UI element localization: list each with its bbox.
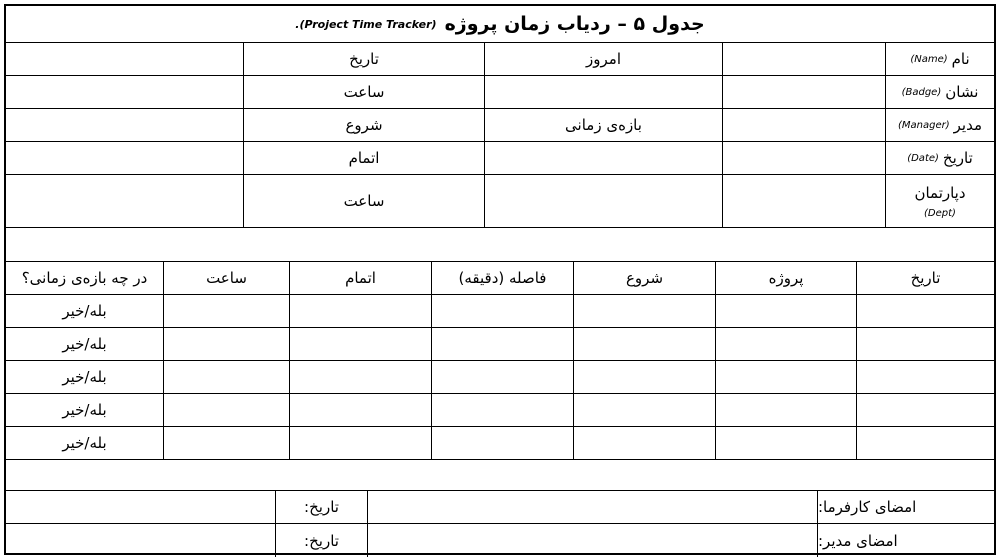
date-cell[interactable] xyxy=(857,295,994,327)
title-en: (Project Time Tracker). xyxy=(295,17,437,31)
title-fa: جدول ۵ – ردیاب زمان پروژه xyxy=(444,13,705,35)
employer-date-field[interactable] xyxy=(6,491,276,523)
info-row-manager xyxy=(6,108,994,141)
period-value-2[interactable] xyxy=(485,175,723,227)
table-row xyxy=(6,426,994,459)
end-field[interactable] xyxy=(6,142,244,174)
date-cell[interactable] xyxy=(857,328,994,360)
end-cell[interactable] xyxy=(290,361,432,393)
date-row-label: تاریخ (Date) xyxy=(907,149,973,167)
yes-no-cell[interactable]: بله/خیر xyxy=(6,295,164,327)
start-cell[interactable] xyxy=(574,361,716,393)
manager-label: مدیر (Manager) xyxy=(897,116,982,134)
today-label: امروز xyxy=(485,43,723,75)
hours-cell[interactable] xyxy=(164,427,290,459)
table-row xyxy=(6,393,994,426)
start-field[interactable] xyxy=(6,109,244,141)
info-row-name xyxy=(6,42,994,75)
hours-cell[interactable] xyxy=(164,394,290,426)
project-cell[interactable] xyxy=(716,328,857,360)
info-row-badge xyxy=(6,75,994,108)
dept-field[interactable] xyxy=(723,175,886,227)
manager-signature-field[interactable] xyxy=(368,524,818,557)
table-row xyxy=(6,294,994,327)
period-label: بازه‌ی زمانی xyxy=(485,109,723,141)
period-value[interactable] xyxy=(485,142,723,174)
time-field[interactable] xyxy=(6,175,244,227)
table-row xyxy=(6,360,994,393)
info-row-date xyxy=(6,141,994,174)
project-cell[interactable] xyxy=(716,295,857,327)
header-interval: فاصله (دقیقه) xyxy=(432,262,574,294)
date-cell[interactable] xyxy=(857,427,994,459)
start-cell[interactable] xyxy=(574,328,716,360)
badge-field[interactable] xyxy=(723,76,886,108)
header-start: شروع xyxy=(574,262,716,294)
hours-cell[interactable] xyxy=(164,361,290,393)
hours-cell[interactable] xyxy=(164,295,290,327)
table-row xyxy=(6,327,994,360)
employer-signature-label: امضای کارفرما: xyxy=(818,498,917,516)
interval-cell[interactable] xyxy=(432,295,574,327)
end-cell[interactable] xyxy=(290,394,432,426)
start-label: شروع xyxy=(244,109,485,141)
interval-cell[interactable] xyxy=(432,361,574,393)
end-cell[interactable] xyxy=(290,427,432,459)
badge-extra-field[interactable] xyxy=(6,76,244,108)
hours-cell[interactable] xyxy=(164,328,290,360)
interval-cell[interactable] xyxy=(432,328,574,360)
date-label: تاریخ xyxy=(244,43,485,75)
end-label: اتمام xyxy=(244,142,485,174)
yes-no-cell[interactable]: بله/خیر xyxy=(6,394,164,426)
manager-field[interactable] xyxy=(723,109,886,141)
project-cell[interactable] xyxy=(716,361,857,393)
project-cell[interactable] xyxy=(716,394,857,426)
interval-cell[interactable] xyxy=(432,427,574,459)
time2-label: ساعت xyxy=(244,175,485,227)
interval-cell[interactable] xyxy=(432,394,574,426)
start-cell[interactable] xyxy=(574,427,716,459)
date-cell[interactable] xyxy=(857,394,994,426)
date-field[interactable] xyxy=(723,142,886,174)
name-extra-field[interactable] xyxy=(6,43,244,75)
start-cell[interactable] xyxy=(574,394,716,426)
manager-date-label: تاریخ: xyxy=(276,524,368,557)
log-header-row xyxy=(6,261,994,294)
dept-label: دپارتمان (Dept) xyxy=(914,183,966,219)
yes-no-cell[interactable]: بله/خیر xyxy=(6,361,164,393)
signature-row-employer xyxy=(6,490,994,523)
yes-no-cell[interactable]: بله/خیر xyxy=(6,427,164,459)
header-hours: ساعت xyxy=(164,262,290,294)
employer-date-label: تاریخ: xyxy=(276,491,368,523)
employer-signature-field[interactable] xyxy=(368,491,818,523)
manager-signature-label: امضای مدیر: xyxy=(818,531,898,550)
spacer-row xyxy=(6,227,994,261)
end-cell[interactable] xyxy=(290,295,432,327)
date-cell[interactable] xyxy=(857,361,994,393)
header-in-period: در چه بازه‌ی زمانی؟ xyxy=(6,262,164,294)
name-label: نام (Name) xyxy=(910,50,970,68)
project-cell[interactable] xyxy=(716,427,857,459)
signature-row-manager xyxy=(6,523,994,557)
yes-no-cell[interactable]: بله/خیر xyxy=(6,328,164,360)
spacer-row xyxy=(6,459,994,490)
end-cell[interactable] xyxy=(290,328,432,360)
time-label: ساعت xyxy=(244,76,485,108)
name-field[interactable] xyxy=(723,43,886,75)
header-project: پروژه xyxy=(716,262,857,294)
today-value[interactable] xyxy=(485,76,723,108)
badge-label: نشان (Badge) xyxy=(901,83,979,101)
info-row-dept xyxy=(6,174,994,227)
manager-date-field[interactable] xyxy=(6,524,276,557)
form-title xyxy=(6,6,994,42)
header-end: اتمام xyxy=(290,262,432,294)
header-date: تاریخ xyxy=(910,269,941,287)
start-cell[interactable] xyxy=(574,295,716,327)
time-tracker-form xyxy=(4,4,996,555)
